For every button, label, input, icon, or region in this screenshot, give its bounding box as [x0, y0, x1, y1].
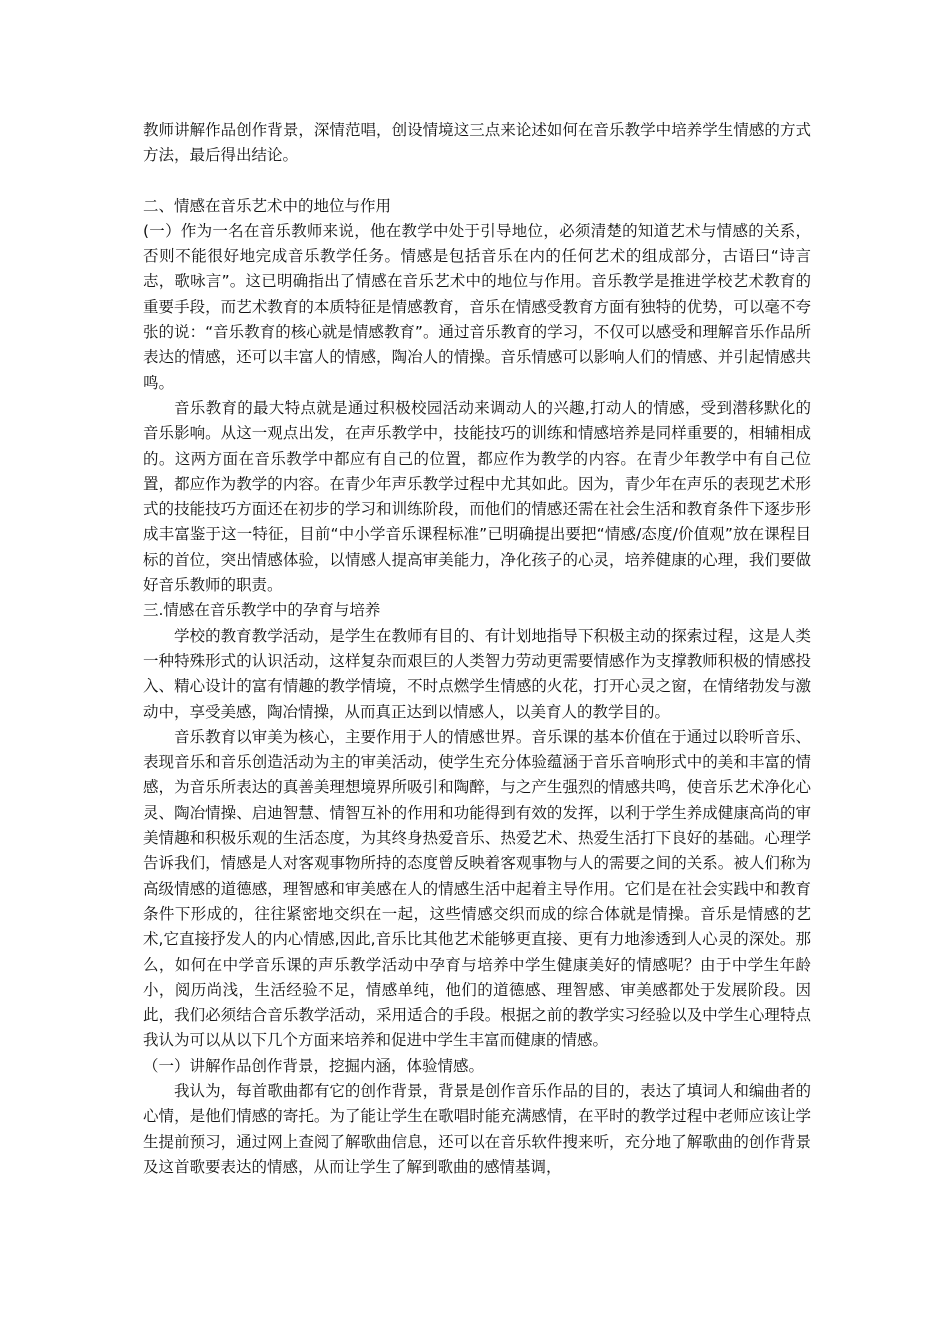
subsection-heading-1: （一）讲解作品创作背景，挖掘内涵，体验情感。	[143, 1056, 485, 1075]
section-3-paragraph-2: 音乐教育以审美为核心，主要作用于人的情感世界。音乐课的基本价值在于通过以聆听音乐、表现音乐和音乐创造活动为主的审美活动，使学生充分体验蕴涵于音乐音响形式中的美和丰富的情感，为音乐所表达的真善美理想境界所吸引和陶醉，与之产生强烈的情感共鸣，使音乐艺术净化心灵、陶冶情操、启迪智慧、情智互补的作用和功能得到有效的发挥，以利于学生养成健康高尚的审美情趣和积极乐观的生活态度，为其终身热爱音乐、热爱艺术、热爱生活打下良好的基础。心理学告诉我们，情感是人对客观事物所持的态度曾反映着客观事物与人的需要之间的关系。被人们称为高级情感的道德感，理智感和审美感在人的情感生活中起着主导作用。它们是在社会实践中和教育条件下形成的，往往紧密地交织在一起，这些情感交织而成的综合体就是情操。音乐是情感的艺术,它直接抒发人的内心情感,因此,音乐比其他艺术能够更直接、更有力地渗透到人心灵的深处。那么，如何在中学音乐课的声乐教学活动中孕育与培养中学生健康美好的情感呢？由于中学生年龄小，阅历尚浅，生活经验不足，情感单纯，他们的道德感、理智感、审美感都处于发展阶段。因此，我们必须结合音乐教学活动，采用适合的手段。根据之前的教学实习经验以及中学生心理特点我认为可以从以下几个方面来培养和促进中学生丰富而健康的情感。	[143, 727, 811, 1050]
section-3-paragraph-1: 学校的教育教学活动，是学生在教师有目的、有计划地指导下积极主动的探索过程，这是人类一种特殊形式的认识活动，这样复杂而艰巨的人类智力劳动更需要情感作为支撑教师积极的情感投入、精心设计的富有情趣的教学情境，不时点燃学生情感的火花，打开心灵之窗，在情绪勃发与激动中，享受美感，陶冶情操，从而真正达到以情感人，以美育人的教学目的。	[143, 626, 811, 721]
section-heading-2: 二、情感在音乐艺术中的地位与作用	[143, 196, 392, 215]
paragraph-gap	[143, 169, 811, 194]
subsection-1-paragraph-1: 我认为，每首歌曲都有它的创作背景，背景是创作音乐作品的目的，表达了填词人和编曲者的心情，是他们情感的寄托。为了能让学生在歌唱时能充满感情，在平时的教学过程中老师应该让学生提前预习，通过网上查阅了解歌曲信息，还可以在音乐软件搜来听，充分地了解歌曲的创作背景及这首歌要表达的情感，从而让学生了解到歌曲的感情基调，	[143, 1081, 811, 1176]
section-2-paragraph-1: (一）作为一名在音乐教师来说，他在教学中处于引导地位，必须清楚的知道艺术与情感的关系，否则不能很好地完成音乐教学任务。情感是包括音乐在内的任何艺术的组成部分，古语曰“诗言志，歌咏言”。这已明确指出了情感在音乐艺术中的地位与作用。音乐教学是推进学校艺术教育的重要手段，而艺术教育的本质特征是情感教育，音乐在情感受教育方面有独特的优势，可以毫不夸张的说：“音乐教育的核心就是情感教育”。通过音乐教育的学习，不仅可以感受和理解音乐作品所表达的情感，还可以丰富人的情感，陶冶人的情操。音乐情感可以影响人们的情感、并引起情感共鸣。	[143, 221, 811, 392]
section-2-paragraph-2: 音乐教育的最大特点就是通过积极校园活动来调动人的兴趣,打动人的情感，受到潜移默化的音乐影响。从这一观点出发，在声乐教学中，技能技巧的训练和情感培养是同样重要的，相辅相成的。这两方面在音乐教学中都应有自己的位置，都应作为教学的内容。在青少年教学中有自己位置，都应作为教学的内容。在青少年声乐教学过程中尤其如此。因为，青少年在声乐的表现艺术形式的技能技巧方面还在初步的学习和训练阶段，而他们的情感还需在社会生活和教育条件下逐步形成丰富鉴于这一特征，目前“中小学音乐课程标准”已明确提出要把“情感/态度/价值观”放在课程目标的首位，突出情感体验，以情感人提高审美能力，净化孩子的心灵，培养健康的心理，我们要做好音乐教师的职责。	[143, 398, 811, 595]
section-heading-3: 三.情感在音乐教学中的孕育与培养	[143, 601, 381, 620]
intro-paragraph-continued: 教师讲解作品创作背景，深情范唱，创设情境这三点来论述如何在音乐教学中培养学生情感的方式方法，最后得出结论。	[143, 121, 811, 165]
document-body	[143, 118, 811, 1180]
